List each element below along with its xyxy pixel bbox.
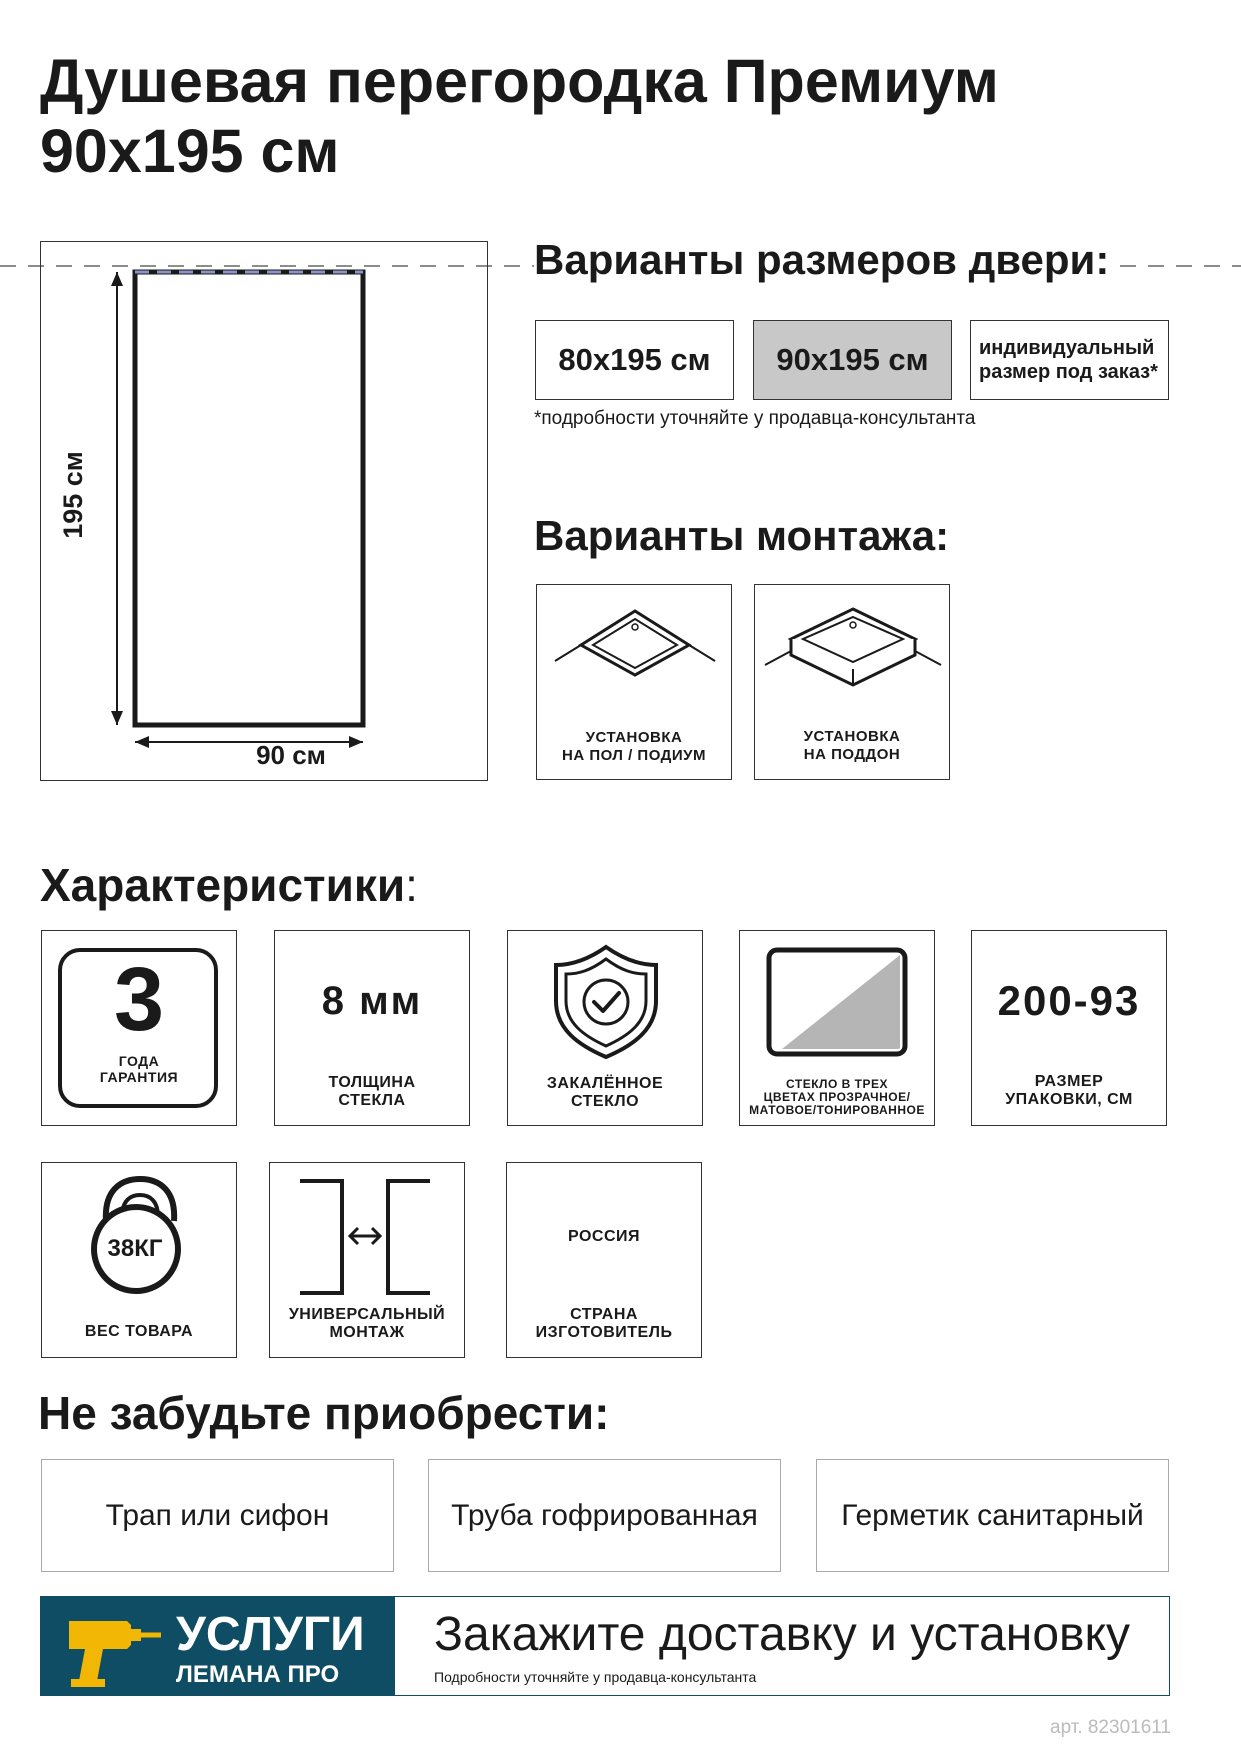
- size-option-custom[interactable]: индивидуальный размер под заказ*: [970, 320, 1169, 400]
- size-option-90-selected[interactable]: 90x195 см: [753, 320, 952, 400]
- specs-heading: [40, 858, 418, 912]
- universal-label-2: МОНТАЖ: [329, 1324, 405, 1341]
- universal-mount-icon: [270, 1163, 466, 1313]
- thickness-label-2: СТЕКЛА: [338, 1092, 406, 1109]
- spec-weight: [41, 1162, 237, 1358]
- mount-floor-label-2: НА ПОЛ / ПОДИУМ: [562, 747, 706, 764]
- universal-label-1: УНИВЕРСАЛЬНЫЙ: [288, 1306, 446, 1323]
- mount-option-floor[interactable]: [536, 584, 732, 780]
- tempered-label-2: СТЕКЛО: [570, 1093, 640, 1110]
- spec-glass-colors: [739, 930, 935, 1126]
- tray-install-icon: [755, 585, 951, 705]
- buy-item-sealant[interactable]: Герметик санитарный: [816, 1459, 1169, 1572]
- buy-heading: Не забудьте приобрести:: [38, 1387, 610, 1439]
- tempered-label-1: ЗАКАЛЁННОЕ: [546, 1075, 664, 1092]
- country-label-1: СТРАНА: [570, 1306, 638, 1323]
- door-diagram-frame: [40, 241, 488, 781]
- floor-install-icon: [537, 585, 733, 705]
- height-label: 195 см: [58, 451, 88, 539]
- sizes-note: *подробности уточняйте у продавца-консультанта: [534, 408, 976, 429]
- package-label-1: РАЗМЕР: [1034, 1073, 1104, 1090]
- services-cta-note: Подробности уточняйте у продавца-консультанта: [434, 1669, 757, 1685]
- sizes-heading: Варианты размеров двери:: [534, 236, 1115, 284]
- door-diagram: [41, 242, 489, 782]
- services-title: УСЛУГИ: [176, 1608, 365, 1661]
- services-badge: [41, 1597, 395, 1695]
- width-label: 90 см: [256, 740, 326, 770]
- spec-universal-mount: [269, 1162, 465, 1358]
- specs-heading-colon: :: [405, 859, 418, 911]
- buy-item-pipe[interactable]: Труба гофрированная: [428, 1459, 781, 1572]
- services-cta: Закажите доставку и установку: [434, 1608, 1131, 1661]
- drill-icon: [51, 1597, 171, 1697]
- mount-tray-label-2: НА ПОДДОН: [803, 746, 901, 763]
- spec-warranty: [41, 930, 237, 1126]
- services-brand: ЛЕМАНА ПРО: [176, 1661, 340, 1688]
- title-line-2: 90x195 см: [40, 117, 340, 185]
- warranty-label-1: ГОДА: [118, 1053, 160, 1069]
- package-value: 200-93: [997, 977, 1141, 1024]
- warranty-label-2: ГАРАНТИЯ: [99, 1069, 179, 1085]
- specs-heading-text: Характеристики: [40, 859, 406, 911]
- warranty-value: 3: [113, 950, 165, 1050]
- thickness-value: 8 мм: [321, 979, 423, 1023]
- services-banner[interactable]: [40, 1596, 1170, 1696]
- article-number: арт. 82301611: [1050, 1717, 1171, 1738]
- mount-floor-label-1: УСТАНОВКА: [585, 729, 683, 746]
- spec-tempered: [507, 930, 703, 1126]
- spec-country: [506, 1162, 702, 1358]
- thickness-label-1: ТОЛЩИНА: [328, 1074, 416, 1091]
- buy-item-drain[interactable]: Трап или сифон: [41, 1459, 394, 1572]
- weight-value: 38КГ: [107, 1235, 163, 1262]
- title-line-1: Душевая перегородка Премиум: [40, 47, 999, 115]
- glass-colors-label-2: ЦВЕТАХ ПРОЗРАЧНОЕ/: [763, 1090, 911, 1104]
- spec-package-size: [971, 930, 1167, 1126]
- mount-tray-label-1: УСТАНОВКА: [803, 728, 901, 745]
- page-title: [40, 46, 1190, 186]
- glass-colors-label-1: СТЕКЛО В ТРЕХ: [786, 1077, 888, 1091]
- door-outline: [135, 272, 363, 725]
- size-option-80[interactable]: 80x195 см: [535, 320, 734, 400]
- mounting-heading: Варианты монтажа:: [534, 512, 950, 559]
- mount-option-tray[interactable]: [754, 584, 950, 780]
- glass-colors-icon: [740, 931, 936, 1061]
- country-value: РОССИЯ: [567, 1228, 640, 1245]
- spec-thickness: [274, 930, 470, 1126]
- glass-colors-label-3: МАТОВОЕ/ТОНИРОВАННОЕ: [749, 1103, 925, 1117]
- weight-label: ВЕС ТОВАРА: [84, 1323, 194, 1340]
- country-label-2: ИЗГОТОВИТЕЛЬ: [535, 1324, 673, 1341]
- shield-check-icon: [508, 931, 704, 1061]
- package-label-2: УПАКОВКИ, СМ: [1005, 1091, 1133, 1108]
